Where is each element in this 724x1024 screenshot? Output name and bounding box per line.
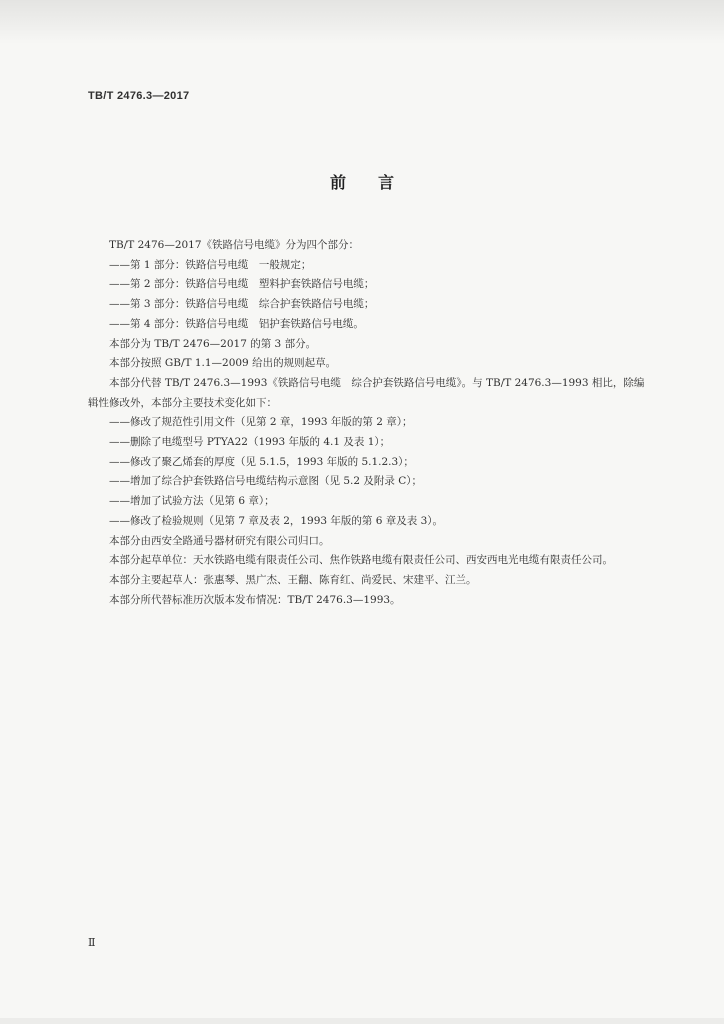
drafting-rule: 本部分按照 GB/T 1.1—2009 给出的规则起草。 [109,357,337,370]
part-list-item: ——第 4 部分：铁路信号电缆 铝护套铁路信号电缆。 [109,317,364,330]
change-list-item: ——修改了聚乙烯套的厚度（见 5.1.5，1993 年版的 5.1.2.3）； [109,455,414,468]
page-title: 前言 [329,173,426,192]
change-list-item: ——修改了规范性引用文件（见第 2 章，1993 年版的第 2 章）； [109,416,413,429]
change-list-item: ——修改了检验规则（见第 7 章及表 2，1993 年版的第 6 章及表 3）。 [109,514,444,527]
intro-paragraph: TB/T 2476—2017《铁路信号电缆》分为四个部分： [109,239,360,251]
drafting-units: 本部分起草单位：天水铁路电缆有限责任公司、焦作铁路电缆有限责任公司、西安西电光电缆有限责任公司。 [109,554,613,567]
version-history: 本部分所代替标准历次版本发布情况：TB/T 2476.3—1993。 [109,593,401,606]
page-number: Ⅱ [88,936,96,949]
part-list-item: ——第 1 部分：铁路信号电缆 一般规定； [109,258,312,271]
change-list-item: ——删除了电缆型号 PTYA22（1993 年版的 4.1 及表 1）； [109,436,391,449]
part-list-item: ——第 3 部分：铁路信号电缆 综合护套铁路信号电缆； [109,298,375,311]
drafters: 本部分主要起草人：张惠琴、黑广杰、王翻、陈育红、尚爱民、宋建平、江兰。 [109,573,477,586]
scan-edge-bottom [0,1018,724,1024]
change-list-item: ——增加了综合护套铁路信号电缆结构示意图（见 5.2 及附录 C）； [109,475,422,488]
standard-code-header: TB/T 2476.3—2017 [88,90,190,102]
responsible-org: 本部分由西安全路通号器材研究有限公司归口。 [109,534,330,547]
scan-shadow-top [0,0,724,44]
part-list-item: ——第 2 部分：铁路信号电缆 塑料护套铁路信号电缆； [109,278,375,291]
part-statement: 本部分为 TB/T 2476—2017 的第 3 部分。 [109,337,317,350]
replaces-statement: 本部分代替 TB/T 2476.3—1993《铁路信号电缆 综合护套铁路信号电缆》。与 TB/T 2476.3—1993 相比，除编辑性修改外，本部分主要技术变化如下： [88,376,645,409]
change-list-item: ——增加了试验方法（见第 6 章）； [109,495,275,508]
foreword-body [88,236,648,610]
